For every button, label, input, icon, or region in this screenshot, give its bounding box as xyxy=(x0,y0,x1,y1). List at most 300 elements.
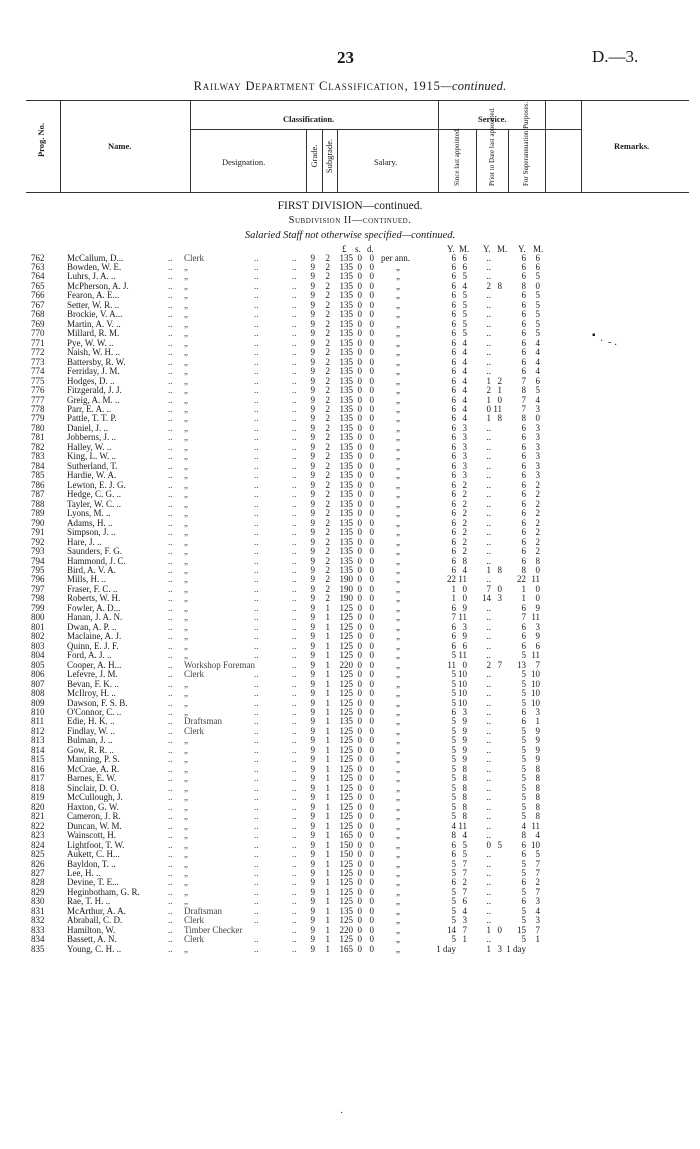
grade: 9 xyxy=(310,583,315,594)
leader-dots: .. xyxy=(254,318,259,329)
leader-dots: .. xyxy=(168,252,173,263)
designation: „ xyxy=(184,612,188,623)
designation: „ xyxy=(184,886,188,897)
super-months: 7 xyxy=(535,886,540,897)
super-years: 5 xyxy=(521,773,526,784)
service-months: 0 xyxy=(462,659,467,670)
salary-shillings: 0 xyxy=(357,318,362,329)
subgrade: 1 xyxy=(325,773,330,784)
employee-name: McArthur, A. A. xyxy=(67,905,126,916)
prog-no: 763 xyxy=(31,261,45,272)
service-months: 6 xyxy=(462,896,467,907)
subgrade: 2 xyxy=(325,451,330,462)
employee-name: Abraball, C. D. xyxy=(67,915,123,926)
leader-dots: .. xyxy=(168,479,173,490)
subgrade: 2 xyxy=(325,252,330,263)
prog-no: 791 xyxy=(31,527,45,538)
salary-shillings: 0 xyxy=(357,725,362,736)
subgrade: 2 xyxy=(325,290,330,301)
employee-name: Lyons, M. .. xyxy=(67,508,111,519)
prior-years: .. xyxy=(486,896,491,907)
salary-pounds: 150 xyxy=(339,839,353,850)
salary-pounds: 135 xyxy=(339,905,353,916)
prog-no: 826 xyxy=(31,858,45,869)
super-months: 3 xyxy=(535,451,540,462)
salary-shillings: 0 xyxy=(357,385,362,396)
leader-dots: .. xyxy=(254,669,259,680)
grade: 9 xyxy=(310,527,315,538)
subgrade: 2 xyxy=(325,413,330,424)
service-years: 6 xyxy=(451,564,456,575)
super-years: 6 xyxy=(521,498,526,509)
prog-no: 794 xyxy=(31,555,45,566)
prior-years: .. xyxy=(486,934,491,945)
leader-dots: .. xyxy=(254,877,259,888)
salary-pounds: 135 xyxy=(339,356,353,367)
salary-shillings: 0 xyxy=(357,375,362,386)
service-months: 8 xyxy=(462,782,467,793)
super-months: 3 xyxy=(535,404,540,414)
grade: 9 xyxy=(310,252,315,263)
service-months: 5 xyxy=(462,309,467,320)
print-speck: ▪ xyxy=(592,330,596,341)
salary-period: per ann. xyxy=(381,252,410,263)
prior-years: 0 xyxy=(486,404,491,414)
prog-no: 835 xyxy=(31,943,45,954)
subgrade: 1 xyxy=(325,725,330,736)
leader-dots: .. xyxy=(292,441,297,452)
subgrade: 1 xyxy=(325,896,330,907)
salary-pounds: 135 xyxy=(339,413,353,424)
employee-name: Fearon, A. E... xyxy=(67,290,120,301)
super-months: 1 xyxy=(535,934,540,945)
super-months: 7 xyxy=(535,867,540,878)
salary-pence: 0 xyxy=(369,441,374,452)
leader-dots: .. xyxy=(168,631,173,642)
prog-no: 798 xyxy=(31,593,45,604)
super-months: 9 xyxy=(535,754,540,765)
salary-pence: 0 xyxy=(369,811,374,822)
salary-pence: 0 xyxy=(369,318,374,329)
salary-shillings: 0 xyxy=(357,811,362,822)
prog-no: 834 xyxy=(31,934,45,945)
super-months: 3 xyxy=(535,470,540,481)
salary-shillings: 0 xyxy=(357,536,362,547)
salary-shillings: 0 xyxy=(357,858,362,869)
prior-months: 11 xyxy=(493,404,502,414)
super-years: 5 xyxy=(521,669,526,680)
super-years: 6 xyxy=(521,546,526,557)
leader-dots: .. xyxy=(168,318,173,329)
salary-shillings: 0 xyxy=(357,915,362,926)
designation: „ xyxy=(184,290,188,301)
employee-name: Manning, P. S. xyxy=(67,754,120,765)
designation: „ xyxy=(184,299,188,310)
designation: „ xyxy=(184,404,188,414)
super-months: 9 xyxy=(535,725,540,736)
leader-dots: .. xyxy=(168,896,173,907)
service-months: 10 xyxy=(458,697,467,708)
subgrade: 1 xyxy=(325,602,330,613)
unit-shillings: s. xyxy=(355,244,361,254)
salary-shillings: 0 xyxy=(357,792,362,803)
prior-years: .. xyxy=(486,318,491,329)
leader-dots: .. xyxy=(292,451,297,462)
prog-no: 795 xyxy=(31,564,45,575)
prog-no: 811 xyxy=(31,716,45,727)
prog-no: 815 xyxy=(31,754,45,765)
prior-years: .. xyxy=(486,271,491,282)
salary-period: „ xyxy=(396,716,400,727)
leader-dots: .. xyxy=(292,432,297,443)
salary-period: „ xyxy=(396,441,400,452)
employee-name: Barnes, E. W. xyxy=(67,773,117,784)
salary-pounds: 165 xyxy=(339,943,353,954)
subgrade: 1 xyxy=(325,905,330,916)
salary-period: „ xyxy=(396,782,400,793)
leader-dots: .. xyxy=(168,782,173,793)
leader-dots: .. xyxy=(292,517,297,528)
unit-years: Y. xyxy=(518,244,526,254)
grade: 9 xyxy=(310,782,315,793)
designation: „ xyxy=(184,820,188,831)
prog-no: 816 xyxy=(31,763,45,774)
leader-dots: .. xyxy=(168,546,173,557)
prog-no: 785 xyxy=(31,470,45,481)
leader-dots: .. xyxy=(254,290,259,301)
subgrade: 2 xyxy=(325,328,330,339)
subgrade: 2 xyxy=(325,356,330,367)
prog-no: 822 xyxy=(31,820,45,831)
salary-pence: 0 xyxy=(369,886,374,897)
salary-pence: 0 xyxy=(369,688,374,699)
salary-pence: 0 xyxy=(369,801,374,812)
salary-pence: 0 xyxy=(369,508,374,519)
service-years: 6 xyxy=(451,479,456,490)
super-years: 15 xyxy=(517,924,526,935)
prog-no: 769 xyxy=(31,318,45,329)
unit-years: Y. xyxy=(447,244,455,254)
designation: „ xyxy=(184,574,188,585)
prog-no: 786 xyxy=(31,479,45,490)
salary-shillings: 0 xyxy=(357,432,362,443)
employee-name: Daniel, J. .. xyxy=(67,422,108,433)
prog-no: 766 xyxy=(31,290,45,301)
leader-dots: .. xyxy=(254,934,259,945)
leader-dots: .. xyxy=(254,820,259,831)
grade: 9 xyxy=(310,915,315,926)
super-years: 6 xyxy=(521,441,526,452)
super-months: 4 xyxy=(535,366,540,377)
service-months: 8 xyxy=(462,792,467,803)
super-years: 6 xyxy=(521,555,526,566)
leader-dots: .. xyxy=(292,811,297,822)
salary-pounds: 190 xyxy=(339,593,353,604)
service-years: 5 xyxy=(451,725,456,736)
leader-dots: .. xyxy=(292,261,297,272)
prior-years: .. xyxy=(486,669,491,680)
salary-pence: 0 xyxy=(369,470,374,481)
prior-years: .. xyxy=(486,886,491,897)
grade: 9 xyxy=(310,602,315,613)
grade: 9 xyxy=(310,422,315,433)
leader-dots: .. xyxy=(292,555,297,566)
salary-period: „ xyxy=(396,792,400,803)
prior-years: .. xyxy=(486,877,491,888)
service-years: 5 xyxy=(451,867,456,878)
print-speck: · xyxy=(340,1108,344,1119)
salary-pence: 0 xyxy=(369,394,374,405)
salary-pence: 0 xyxy=(369,498,374,509)
prior-years: 1 xyxy=(486,413,491,424)
service-years: 11 xyxy=(447,659,456,670)
service-years: 6 xyxy=(451,555,456,566)
super-years: 6 xyxy=(521,460,526,471)
designation: „ xyxy=(184,356,188,367)
salary-period: „ xyxy=(396,261,400,272)
salary-pence: 0 xyxy=(369,413,374,424)
subgrade: 2 xyxy=(325,375,330,386)
col-divider xyxy=(438,100,439,192)
salary-pounds: 125 xyxy=(339,602,353,613)
employee-name: Devine, T. E... xyxy=(67,877,119,888)
service-months: 5 xyxy=(462,271,467,282)
prior-months: 8 xyxy=(497,413,502,424)
subgrade: 2 xyxy=(325,347,330,358)
salary-pounds: 135 xyxy=(339,432,353,443)
super-years: 6 xyxy=(521,309,526,320)
leader-dots: .. xyxy=(254,441,259,452)
salary-pence: 0 xyxy=(369,849,374,860)
leader-dots: .. xyxy=(168,385,173,396)
leader-dots: .. xyxy=(168,280,173,291)
prog-no: 764 xyxy=(31,271,45,282)
service-months: 9 xyxy=(462,754,467,765)
leader-dots: .. xyxy=(254,716,259,727)
leader-dots: .. xyxy=(168,697,173,708)
subgrade: 2 xyxy=(325,527,330,538)
service-months: 7 xyxy=(462,867,467,878)
salary-period: „ xyxy=(396,290,400,301)
grade: 9 xyxy=(310,546,315,557)
designation: „ xyxy=(184,697,188,708)
super-years: 6 xyxy=(521,536,526,547)
leader-dots: .. xyxy=(254,356,259,367)
super-years: 6 xyxy=(521,640,526,651)
employee-name: Naish, W. H. .. xyxy=(67,347,121,358)
salary-shillings: 0 xyxy=(357,707,362,717)
grade: 9 xyxy=(310,678,315,689)
super-months: 8 xyxy=(535,773,540,784)
salary-period: „ xyxy=(396,375,400,386)
super-months: 9 xyxy=(535,631,540,642)
prior-months: 3 xyxy=(497,593,502,604)
salary-pence: 0 xyxy=(369,252,374,263)
service-years: 6 xyxy=(451,252,456,263)
unit-years: Y. xyxy=(483,244,491,254)
designation: Draftsman xyxy=(184,716,222,727)
salary-period: „ xyxy=(396,877,400,888)
grade: 9 xyxy=(310,451,315,462)
prior-years: .. xyxy=(486,470,491,481)
salary-pounds: 135 xyxy=(339,309,353,320)
salary-pounds: 135 xyxy=(339,470,353,481)
salary-pounds: 220 xyxy=(339,659,353,670)
grade: 9 xyxy=(310,280,315,291)
prior-months: 3 xyxy=(497,943,502,954)
prior-years: .. xyxy=(486,356,491,367)
prior-years: .. xyxy=(486,716,491,727)
prior-years: .. xyxy=(486,527,491,538)
leader-dots: .. xyxy=(168,811,173,822)
salary-pounds: 135 xyxy=(339,290,353,301)
salary-pounds: 125 xyxy=(339,858,353,869)
designation: „ xyxy=(184,394,188,405)
salary-period: „ xyxy=(396,583,400,594)
employee-name: Bassett, A. N. xyxy=(67,934,117,945)
prog-no: 819 xyxy=(31,792,45,803)
salary-pence: 0 xyxy=(369,356,374,367)
salary-pence: 0 xyxy=(369,669,374,680)
page-number: 23 xyxy=(337,48,354,67)
leader-dots: .. xyxy=(168,517,173,528)
leader-dots: .. xyxy=(254,612,259,623)
grade: 9 xyxy=(310,470,315,481)
service-years: 5 xyxy=(451,811,456,822)
prior-years: .. xyxy=(486,830,491,841)
salary-pence: 0 xyxy=(369,309,374,320)
prior-years: .. xyxy=(486,707,491,717)
salary-pounds: 135 xyxy=(339,252,353,263)
subgrade: 2 xyxy=(325,366,330,377)
salary-period: „ xyxy=(396,943,400,954)
service-years: 6 xyxy=(451,280,456,291)
salary-period: „ xyxy=(396,659,400,670)
employee-name: Pye, W. W. .. xyxy=(67,337,114,348)
prior-years: .. xyxy=(486,650,491,661)
prog-no: 813 xyxy=(31,735,45,746)
leader-dots: .. xyxy=(254,347,259,358)
leader-dots: .. xyxy=(254,309,259,320)
grade: 9 xyxy=(310,593,315,604)
leader-dots: .. xyxy=(168,905,173,916)
grade: 9 xyxy=(310,290,315,301)
leader-dots: .. xyxy=(292,460,297,471)
employee-name: McCallum, D... xyxy=(67,252,124,263)
salary-period: „ xyxy=(396,404,400,414)
rule-classification xyxy=(190,129,438,130)
designation: „ xyxy=(184,896,188,907)
service-months: 9 xyxy=(462,602,467,613)
subgrade: 1 xyxy=(325,669,330,680)
designation: „ xyxy=(184,479,188,490)
prior-years: .. xyxy=(486,309,491,320)
service-years: 6 xyxy=(451,309,456,320)
prog-no: 810 xyxy=(31,707,45,717)
salary-shillings: 0 xyxy=(357,441,362,452)
leader-dots: .. xyxy=(168,716,173,727)
grade: 9 xyxy=(310,849,315,860)
leader-dots: .. xyxy=(254,943,259,954)
salary-period: „ xyxy=(396,489,400,500)
salary-period: „ xyxy=(396,707,400,717)
super-months: 8 xyxy=(535,811,540,822)
super-months: 2 xyxy=(535,489,540,500)
prior-years: .. xyxy=(486,328,491,339)
leader-dots: .. xyxy=(254,546,259,557)
service-years: 6 xyxy=(451,451,456,462)
col-divider xyxy=(508,129,509,192)
super-years: 8 xyxy=(521,564,526,575)
super-months: 10 xyxy=(531,669,540,680)
prog-no: 767 xyxy=(31,299,45,310)
prior-months: 8 xyxy=(497,564,502,575)
header-salary: Salary. xyxy=(374,157,398,167)
salary-shillings: 0 xyxy=(357,337,362,348)
prior-months: 0 xyxy=(497,583,502,594)
leader-dots: .. xyxy=(168,460,173,471)
leader-dots: .. xyxy=(292,413,297,424)
prior-years: 2 xyxy=(486,659,491,670)
designation: „ xyxy=(184,801,188,812)
super-months: 3 xyxy=(535,707,540,717)
leader-dots: .. xyxy=(168,839,173,850)
prog-no: 787 xyxy=(31,489,45,500)
salary-shillings: 0 xyxy=(357,290,362,301)
prior-years: 1 xyxy=(486,394,491,405)
service-months: 2 xyxy=(462,498,467,509)
prior-years: .. xyxy=(486,678,491,689)
service-months: 4 xyxy=(462,366,467,377)
prior-years: .. xyxy=(486,479,491,490)
salary-pence: 0 xyxy=(369,337,374,348)
leader-dots: .. xyxy=(292,470,297,481)
leader-dots: .. xyxy=(254,725,259,736)
header-subgrade: Subgrade. xyxy=(324,138,334,174)
designation: „ xyxy=(184,413,188,424)
prog-no: 768 xyxy=(31,309,45,320)
leader-dots: .. xyxy=(168,886,173,897)
service-years: 6 xyxy=(451,470,456,481)
salary-pence: 0 xyxy=(369,725,374,736)
prog-no: 770 xyxy=(31,328,45,339)
grade: 9 xyxy=(310,811,315,822)
prior-years: .. xyxy=(486,517,491,528)
grade: 9 xyxy=(310,896,315,907)
subgrade: 1 xyxy=(325,754,330,765)
super-months: 10 xyxy=(531,697,540,708)
subgrade: 2 xyxy=(325,574,330,585)
super-years: 6 xyxy=(521,318,526,329)
super-years: 8 xyxy=(521,385,526,396)
grade: 9 xyxy=(310,707,315,717)
subgrade: 1 xyxy=(325,735,330,746)
salary-pence: 0 xyxy=(369,527,374,538)
salary-pence: 0 xyxy=(369,451,374,462)
salary-shillings: 0 xyxy=(357,498,362,509)
employee-name: Mills, H. .. xyxy=(67,574,107,585)
prior-years: .. xyxy=(486,460,491,471)
super-months: 4 xyxy=(535,394,540,405)
salary-pounds: 125 xyxy=(339,725,353,736)
salary-period: „ xyxy=(396,905,400,916)
salary-shillings: 0 xyxy=(357,877,362,888)
super-months: 6 xyxy=(535,375,540,386)
leader-dots: .. xyxy=(254,754,259,765)
table-row xyxy=(0,945,700,954)
service-years: 5 xyxy=(451,754,456,765)
salary-shillings: 0 xyxy=(357,470,362,481)
